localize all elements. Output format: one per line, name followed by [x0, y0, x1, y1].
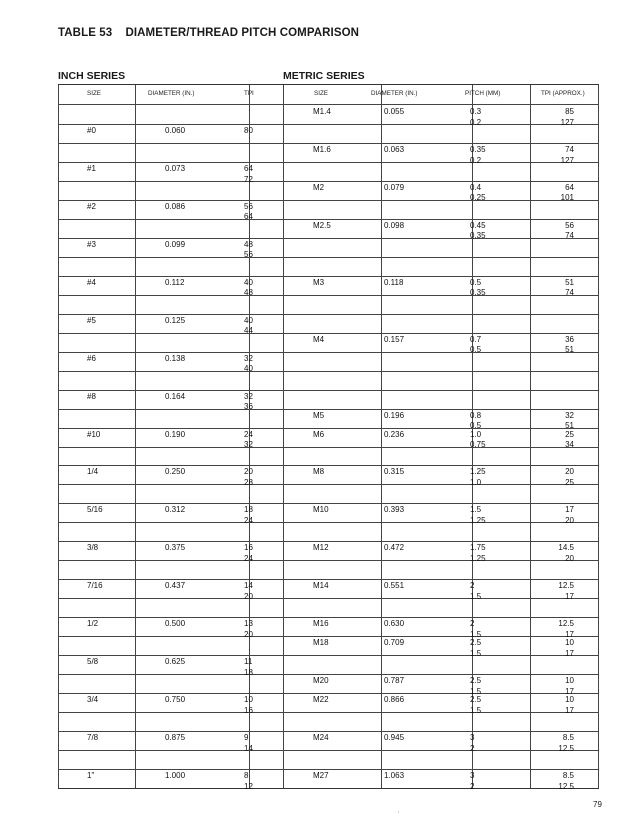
metric-tpi-cell: 10: [565, 695, 574, 705]
metric-row-divider: [283, 447, 599, 448]
metric-row-divider: [283, 181, 599, 182]
metric-pitch-cell: 2.5: [470, 638, 482, 648]
metric-row-divider: [283, 219, 599, 220]
inch-tpi-cell: 18: [244, 505, 253, 515]
metric-tpi-cell: 20: [565, 467, 574, 477]
metric-row-divider: [283, 333, 599, 334]
metric-pitch-cell: 0.35: [470, 288, 486, 298]
metric-row-divider: [283, 200, 599, 201]
inch-tpi-cell: 80: [244, 125, 253, 135]
metric-tpi-cell: 20: [565, 516, 574, 526]
inch-size-cell: 1": [87, 771, 95, 781]
metric-tpi-cell: 14.5: [558, 543, 574, 553]
metric-size-cell: M8: [313, 467, 325, 477]
metric-diameter-cell: 0.472: [384, 543, 405, 553]
metric-tpi-cell: 34: [565, 440, 574, 450]
metric-row-divider: [283, 295, 599, 296]
inch-tpi-cell: 20: [244, 629, 253, 639]
metric-diameter-cell: 0.118: [384, 277, 404, 287]
inch-tpi-cell: 13: [244, 619, 253, 629]
metric-size-cell: M2.5: [313, 220, 331, 230]
metric-pitch-cell: 1.0: [470, 478, 482, 488]
metric-tpi-cell: 74: [565, 288, 574, 298]
metric-tpi-cell: 17: [565, 591, 574, 601]
metric-pitch-cell: 1.25: [470, 516, 486, 526]
metric-tpi-cell: 25: [565, 429, 574, 439]
metric-diameter-cell: 0.063: [384, 144, 405, 154]
metric-column-header: PITCH (MM): [465, 90, 501, 97]
inch-tpi-cell: 11: [244, 657, 253, 667]
metric-size-cell: M22: [313, 695, 329, 705]
metric-tpi-cell: 51: [565, 345, 574, 355]
metric-row-divider: [283, 428, 599, 429]
metric-diameter-cell: 0.315: [384, 467, 405, 477]
inch-tpi-cell: 24: [244, 516, 253, 526]
metric-size-cell: M2: [313, 182, 325, 192]
metric-row-divider: [283, 560, 599, 561]
metric-row-divider: [283, 617, 599, 618]
metric-tpi-cell: 51: [565, 277, 574, 287]
metric-pitch-cell: 1.75: [470, 543, 486, 553]
inch-diameter-cell: 0.060: [165, 125, 186, 135]
metric-row-divider: [283, 257, 599, 258]
column-divider: [58, 85, 59, 788]
inch-row-divider: [58, 655, 283, 656]
metric-tpi-cell: 64: [565, 182, 574, 192]
inch-series-heading: INCH SERIES: [58, 70, 126, 82]
metric-pitch-cell: 0.5: [470, 345, 482, 355]
metric-pitch-cell: 3: [470, 771, 475, 781]
metric-pitch-cell: 1.5: [470, 505, 482, 515]
inch-tpi-cell: 16: [244, 543, 253, 553]
comparison-table: [58, 84, 599, 789]
metric-diameter-cell: 0.630: [384, 619, 405, 629]
inch-tpi-cell: 20: [244, 467, 253, 477]
metric-row-divider: [283, 484, 599, 485]
metric-tpi-cell: 12.5: [558, 743, 574, 753]
metric-pitch-cell: 2: [470, 581, 475, 591]
metric-pitch-cell: 1.5: [470, 648, 482, 658]
metric-row-divider: [283, 409, 599, 410]
inch-size-cell: #1: [87, 163, 96, 173]
metric-tpi-cell: 74: [565, 231, 574, 241]
metric-size-cell: M18: [313, 638, 329, 648]
metric-pitch-cell: 1.5: [470, 591, 482, 601]
metric-pitch-cell: 0.35: [470, 144, 486, 154]
metric-tpi-cell: 8.5: [562, 771, 574, 781]
metric-diameter-cell: 0.098: [384, 220, 405, 230]
metric-tpi-cell: 17: [565, 629, 574, 639]
metric-pitch-cell: 0.25: [470, 193, 486, 203]
inch-row-divider: [58, 124, 283, 125]
inch-tpi-cell: 44: [244, 326, 253, 336]
inch-diameter-cell: 0.250: [165, 467, 186, 477]
metric-size-cell: M3: [313, 277, 325, 287]
inch-row-divider: [58, 769, 283, 770]
metric-tpi-cell: 20: [565, 553, 574, 563]
inch-tpi-cell: 10: [244, 695, 253, 705]
metric-tpi-cell: 10: [565, 676, 574, 686]
metric-pitch-cell: 0.3: [470, 107, 482, 116]
metric-tpi-cell: 17: [565, 505, 574, 515]
metric-row-divider: [283, 143, 599, 144]
metric-row-divider: [283, 750, 599, 751]
inch-tpi-cell: 48: [244, 239, 253, 249]
metric-tpi-cell: 25: [565, 478, 574, 488]
metric-pitch-cell: 1.5: [470, 629, 482, 639]
metric-tpi-cell: 36: [565, 334, 574, 344]
inch-tpi-cell: 24: [244, 553, 253, 563]
metric-diameter-cell: 0.709: [384, 638, 405, 648]
inch-tpi-cell: 72: [244, 174, 253, 184]
metric-diameter-cell: 0.866: [384, 695, 405, 705]
inch-column-header: DIAMETER (IN.): [148, 90, 195, 97]
inch-diameter-cell: 0.625: [165, 657, 186, 667]
metric-diameter-cell: 0.551: [384, 581, 405, 591]
metric-tpi-cell: 51: [565, 421, 574, 431]
inch-tpi-cell: 56: [244, 201, 253, 211]
inch-size-cell: 1/4: [87, 467, 99, 477]
metric-pitch-cell: 0.8: [470, 410, 482, 420]
metric-diameter-cell: 0.157: [384, 334, 405, 344]
inch-tpi-cell: 64: [244, 163, 253, 173]
inch-tpi-cell: 48: [244, 288, 253, 298]
metric-tpi-cell: 17: [565, 648, 574, 658]
inch-diameter-cell: 0.500: [165, 619, 186, 629]
inch-diameter-cell: 0.190: [165, 429, 186, 439]
metric-pitch-cell: 2: [470, 619, 475, 629]
inch-size-cell: #3: [87, 239, 96, 249]
metric-row-divider: [283, 693, 599, 694]
metric-row-divider: [283, 579, 599, 580]
metric-size-cell: M10: [313, 505, 329, 515]
inch-tpi-cell: 56: [244, 250, 253, 260]
footer-mark: ': [398, 812, 400, 818]
inch-size-cell: 3/4: [87, 695, 99, 705]
metric-row-divider: [283, 655, 599, 656]
inch-size-cell: #10: [87, 429, 101, 439]
metric-tpi-cell: 101: [560, 193, 574, 203]
metric-size-cell: M20: [313, 676, 329, 686]
column-divider: [135, 85, 136, 788]
inch-diameter-cell: 0.875: [165, 733, 186, 743]
inch-tpi-cell: 32: [244, 353, 253, 363]
metric-row-divider: [283, 598, 599, 599]
metric-row-divider: [283, 503, 599, 504]
metric-pitch-cell: 0.7: [470, 334, 482, 344]
inch-row-divider: [58, 617, 283, 618]
inch-size-cell: 5/16: [87, 505, 103, 515]
inch-tpi-cell: 14: [244, 743, 253, 753]
metric-row-divider: [283, 162, 599, 163]
metric-row-divider: [283, 674, 599, 675]
metric-tpi-cell: 127: [560, 117, 574, 127]
inch-row-divider: [58, 352, 283, 353]
inch-size-cell: #4: [87, 277, 96, 287]
column-divider: [598, 85, 599, 788]
inch-tpi-cell: 64: [244, 212, 253, 222]
inch-row-divider: [58, 541, 283, 542]
inch-diameter-cell: 0.112: [165, 277, 185, 287]
inch-diameter-cell: 0.164: [165, 391, 186, 401]
inch-row-divider: [58, 503, 283, 504]
metric-column-header: DIAMETER (IN.): [371, 90, 418, 97]
inch-row-divider: [58, 143, 283, 144]
inch-row-divider: [58, 238, 283, 239]
metric-tpi-cell: 12.5: [558, 581, 574, 591]
metric-pitch-cell: 0.5: [470, 421, 482, 431]
inch-row-divider: [58, 579, 283, 580]
metric-pitch-cell: 3: [470, 733, 475, 743]
metric-diameter-cell: 0.055: [384, 107, 405, 116]
inch-size-cell: #0: [87, 125, 96, 135]
inch-tpi-cell: 32: [244, 440, 253, 450]
metric-tpi-cell: 12.5: [558, 619, 574, 629]
inch-diameter-cell: 0.437: [165, 581, 186, 591]
metric-tpi-cell: 127: [560, 155, 574, 165]
inch-tpi-cell: 28: [244, 478, 253, 488]
metric-row-divider: [283, 541, 599, 542]
metric-pitch-cell: 0.2: [470, 117, 482, 127]
metric-row-divider: [283, 238, 599, 239]
metric-size-cell: M16: [313, 619, 329, 629]
inch-tpi-cell: 14: [244, 581, 253, 591]
metric-row-divider: [283, 465, 599, 466]
inch-row-divider: [58, 465, 283, 466]
inch-diameter-cell: 0.099: [165, 239, 186, 249]
metric-tpi-cell: 10: [565, 638, 574, 648]
inch-size-cell: #6: [87, 353, 96, 363]
inch-size-cell: #2: [87, 201, 96, 211]
metric-tpi-cell: 17: [565, 705, 574, 715]
metric-column-header: TPI (APPROX.): [541, 90, 585, 97]
inch-tpi-cell: 40: [244, 315, 253, 325]
metric-pitch-cell: 2.5: [470, 676, 482, 686]
metric-size-cell: M1.4: [313, 107, 331, 116]
metric-tpi-cell: 85: [565, 107, 574, 116]
inch-tpi-cell: 18: [244, 667, 253, 677]
metric-size-cell: M14: [313, 581, 329, 591]
inch-diameter-cell: 0.073: [165, 163, 186, 173]
metric-row-divider: [283, 124, 599, 125]
metric-diameter-cell: 0.079: [384, 182, 405, 192]
column-divider: [381, 85, 382, 788]
metric-row-divider: [283, 522, 599, 523]
inch-size-cell: 5/8: [87, 657, 99, 667]
metric-pitch-cell: 0.35: [470, 231, 486, 241]
metric-row-divider: [283, 731, 599, 732]
inch-tpi-cell: 12: [244, 781, 253, 791]
metric-diameter-cell: 0.196: [384, 410, 405, 420]
inch-tpi-cell: 40: [244, 364, 253, 374]
metric-pitch-cell: 1.5: [470, 705, 482, 715]
metric-pitch-cell: 1.25: [470, 553, 486, 563]
inch-row-divider: [58, 314, 283, 315]
metric-pitch-cell: 2: [470, 743, 475, 753]
inch-diameter-cell: 0.375: [165, 543, 186, 553]
inch-row-divider: [58, 276, 283, 277]
metric-tpi-cell: 17: [565, 686, 574, 696]
inch-diameter-cell: 0.138: [165, 353, 186, 363]
metric-pitch-cell: 2: [470, 781, 475, 791]
metric-pitch-cell: 0.5: [470, 277, 482, 287]
metric-pitch-cell: 0.75: [470, 440, 486, 450]
metric-tpi-cell: 74: [565, 144, 574, 154]
inch-row-divider: [58, 731, 283, 732]
metric-diameter-cell: 0.787: [384, 676, 405, 686]
metric-row-divider: [283, 314, 599, 315]
inch-row-divider: [58, 693, 283, 694]
metric-pitch-cell: 2.5: [470, 695, 482, 705]
inch-diameter-cell: 0.750: [165, 695, 186, 705]
metric-row-divider: [283, 371, 599, 372]
metric-row-divider: [283, 769, 599, 770]
metric-size-cell: M4: [313, 334, 325, 344]
metric-size-cell: M27: [313, 771, 329, 781]
inch-tpi-cell: 9: [244, 733, 249, 743]
metric-column-header: SIZE: [314, 90, 328, 97]
inch-column-header: SIZE: [87, 90, 101, 97]
metric-diameter-cell: 0.236: [384, 429, 405, 439]
metric-size-cell: M1.6: [313, 144, 331, 154]
inch-size-cell: #5: [87, 315, 96, 325]
metric-series-heading: METRIC SERIES: [283, 70, 365, 82]
inch-size-cell: 3/8: [87, 543, 99, 553]
metric-pitch-cell: 0.45: [470, 220, 486, 230]
page-number: 79: [593, 800, 602, 809]
inch-diameter-cell: 1.000: [165, 771, 186, 781]
metric-size-cell: M5: [313, 410, 325, 420]
metric-tpi-cell: 32: [565, 410, 574, 420]
metric-pitch-cell: 0.4: [470, 182, 482, 192]
inch-tpi-cell: 32: [244, 391, 253, 401]
metric-size-cell: M24: [313, 733, 329, 743]
metric-pitch-cell: 1.5: [470, 686, 482, 696]
metric-diameter-cell: 0.945: [384, 733, 405, 743]
metric-row-divider: [283, 352, 599, 353]
inch-diameter-cell: 0.086: [165, 201, 186, 211]
inch-tpi-cell: 20: [244, 591, 253, 601]
metric-row-divider: [283, 390, 599, 391]
metric-tpi-cell: 8.5: [562, 733, 574, 743]
metric-pitch-cell: 1.0: [470, 429, 482, 439]
metric-diameter-cell: 1.063: [384, 771, 405, 781]
inch-tpi-cell: 8: [244, 771, 249, 781]
table-title: TABLE 53 DIAMETER/THREAD PITCH COMPARISON: [58, 27, 360, 39]
inch-size-cell: 1/2: [87, 619, 99, 629]
inch-tpi-cell: 24: [244, 429, 253, 439]
inch-size-cell: 7/16: [87, 581, 103, 591]
metric-tpi-cell: 56: [565, 220, 574, 230]
metric-row-divider: [283, 712, 599, 713]
metric-row-divider: [283, 636, 599, 637]
inch-size-cell: 7/8: [87, 733, 99, 743]
metric-size-cell: M6: [313, 429, 325, 439]
metric-pitch-cell: 0.2: [470, 155, 482, 165]
metric-pitch-cell: 1.25: [470, 467, 486, 477]
inch-row-divider: [58, 200, 283, 201]
header-divider: [58, 104, 599, 105]
inch-diameter-cell: 0.312: [165, 505, 186, 515]
inch-tpi-cell: 40: [244, 277, 253, 287]
metric-diameter-cell: 0.393: [384, 505, 405, 515]
inch-size-cell: #8: [87, 391, 96, 401]
metric-row-divider: [283, 276, 599, 277]
column-divider: [530, 85, 531, 788]
inch-tpi-cell: 36: [244, 402, 253, 412]
inch-row-divider: [58, 390, 283, 391]
inch-tpi-cell: 16: [244, 705, 253, 715]
inch-row-divider: [58, 162, 283, 163]
column-divider: [283, 85, 284, 788]
metric-tpi-cell: 12.5: [558, 781, 574, 791]
inch-row-divider: [58, 428, 283, 429]
metric-size-cell: M12: [313, 543, 329, 553]
inch-column-header: TPI: [244, 90, 254, 97]
inch-diameter-cell: 0.125: [165, 315, 186, 325]
